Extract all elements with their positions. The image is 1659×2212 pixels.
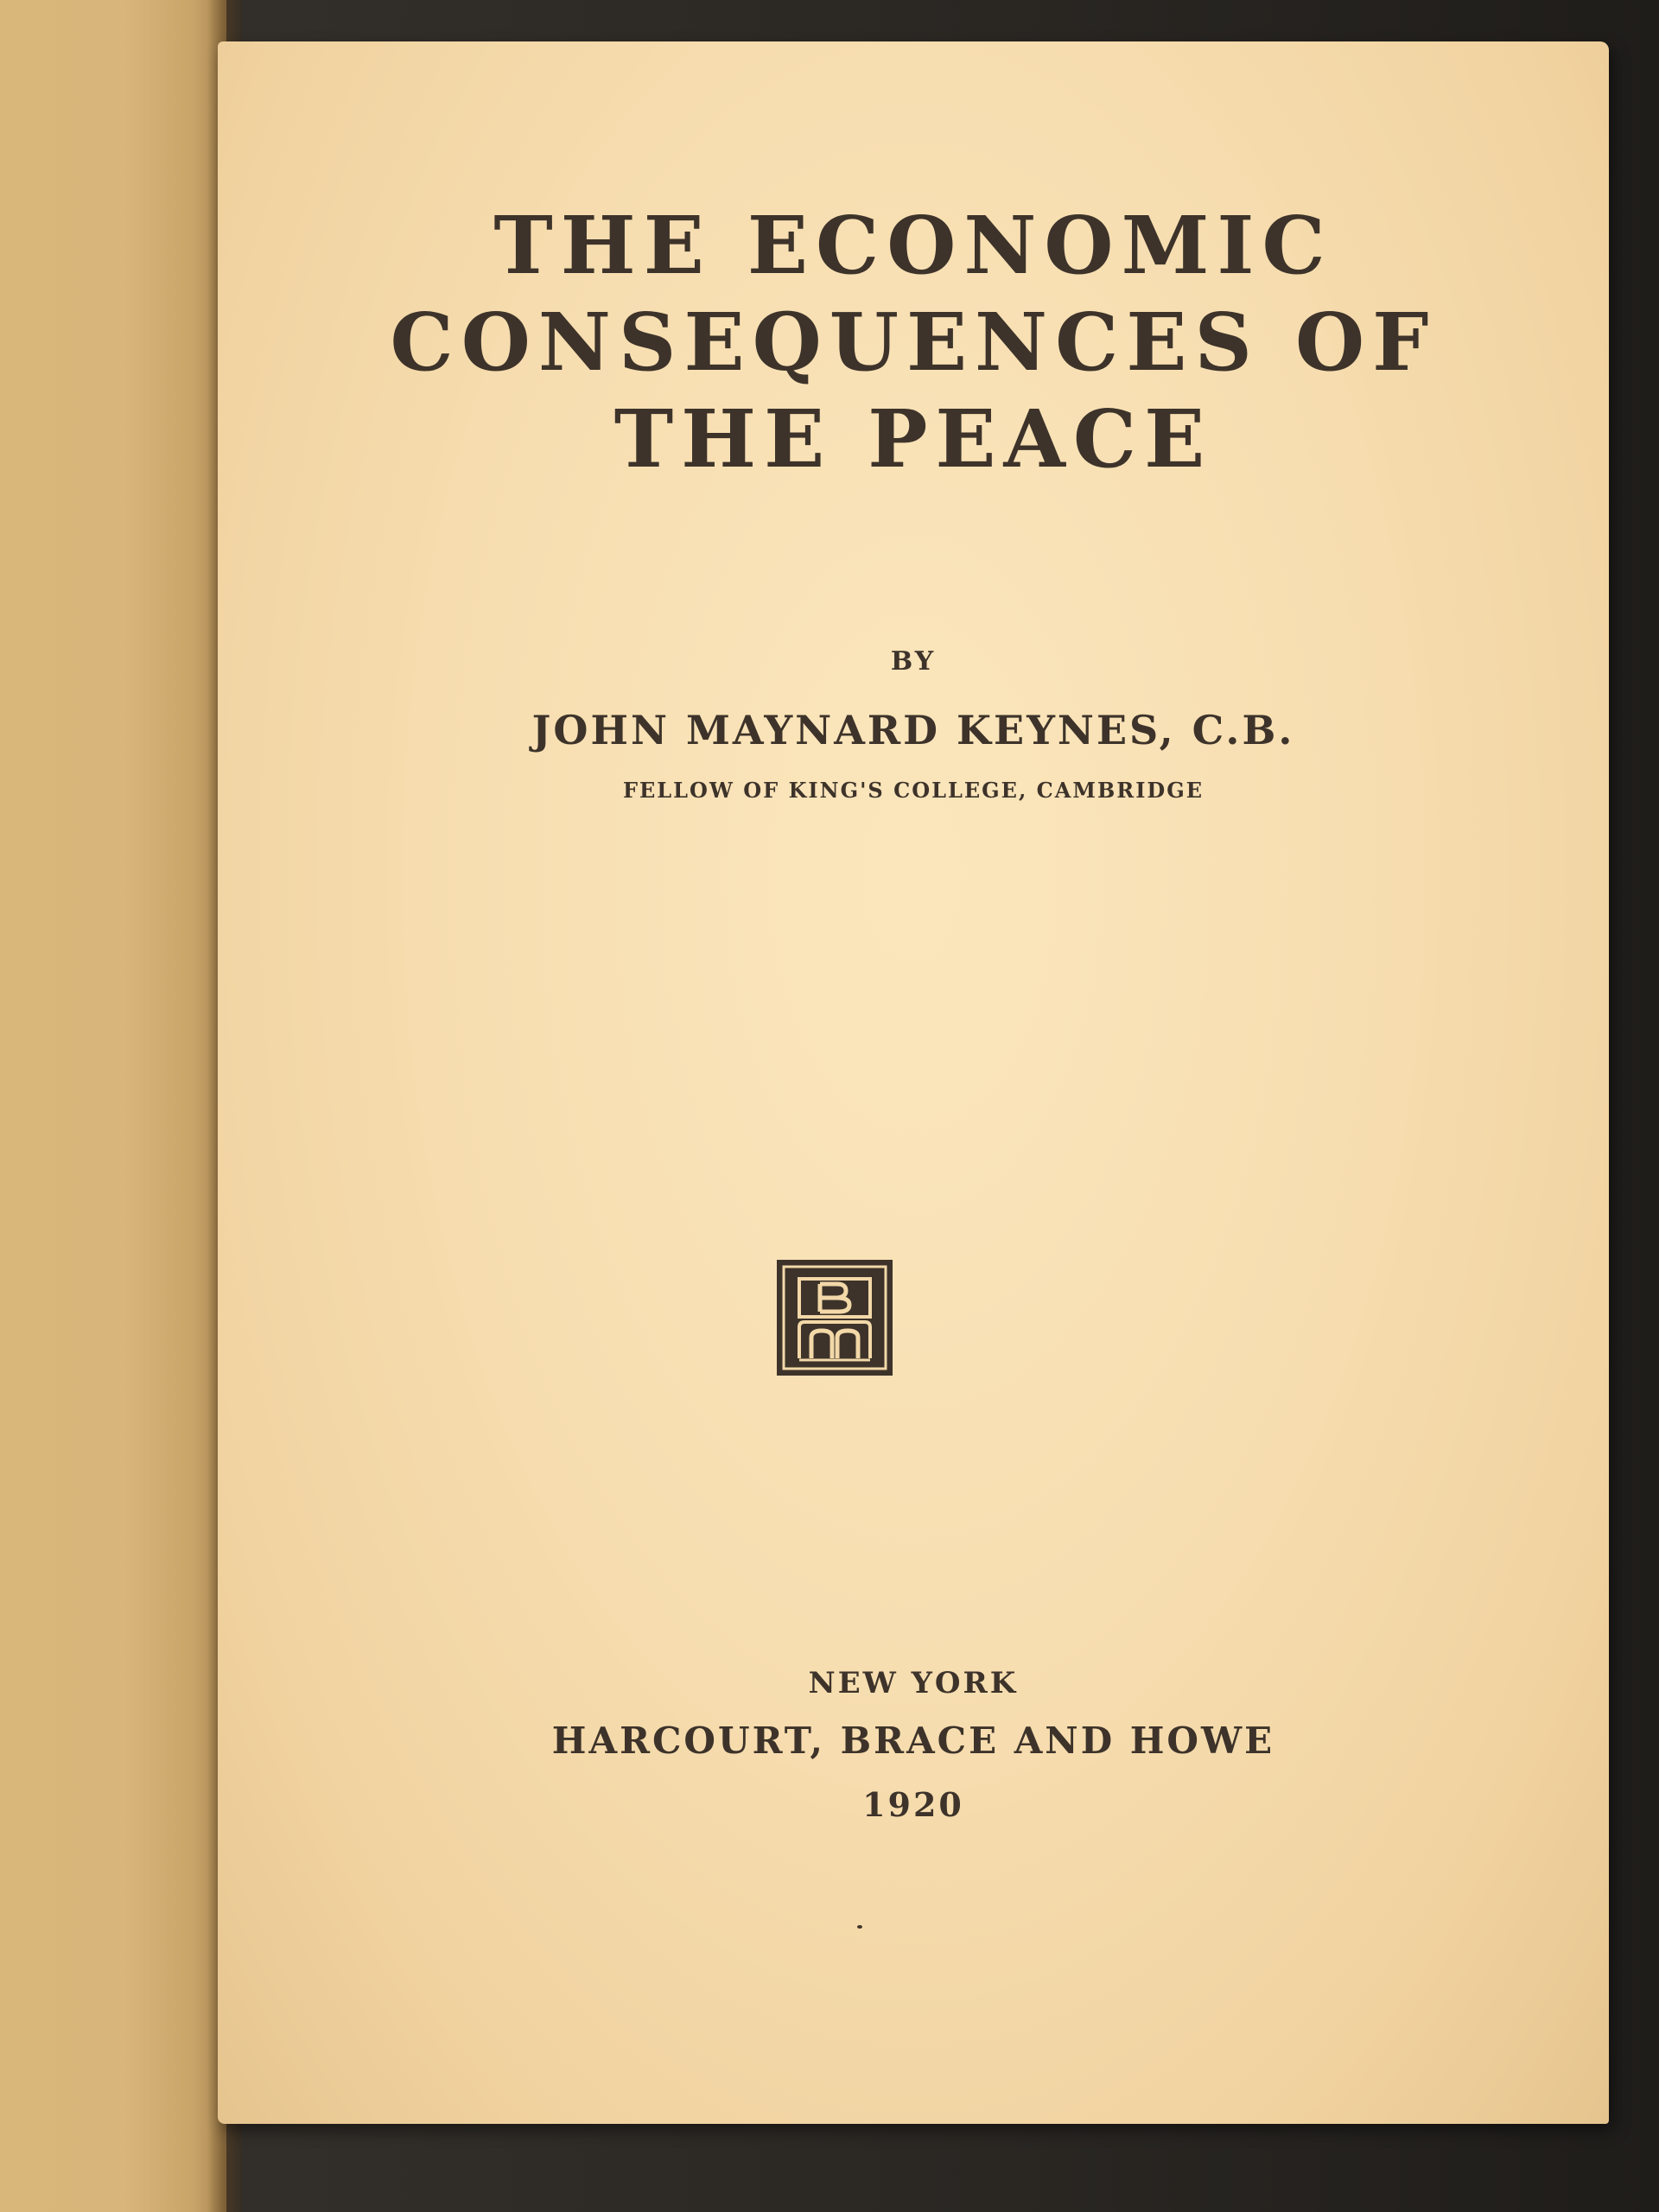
title-line-3: THE PEACE xyxy=(613,392,1213,486)
title-page-content xyxy=(218,41,1609,2124)
title-line-1: THE ECONOMIC xyxy=(493,199,1333,292)
publication-place: NEW YORK xyxy=(808,1666,1019,1700)
book-title xyxy=(218,197,1609,487)
title-page xyxy=(218,41,1609,2124)
author-affiliation: FELLOW OF KING'S COLLEGE, CAMBRIDGE xyxy=(622,778,1205,803)
left-facing-page xyxy=(0,0,226,2212)
publisher-monogram-icon xyxy=(775,1258,894,1377)
ink-speck xyxy=(857,1925,862,1929)
publisher-name: HARCOURT, BRACE AND HOWE xyxy=(551,1719,1275,1762)
publication-year: 1920 xyxy=(862,1785,964,1824)
title-line-2: CONSEQUENCES OF xyxy=(390,296,1437,389)
author-name: JOHN MAYNARD KEYNES, C.B. xyxy=(531,707,1295,753)
by-line: BY xyxy=(890,646,937,677)
